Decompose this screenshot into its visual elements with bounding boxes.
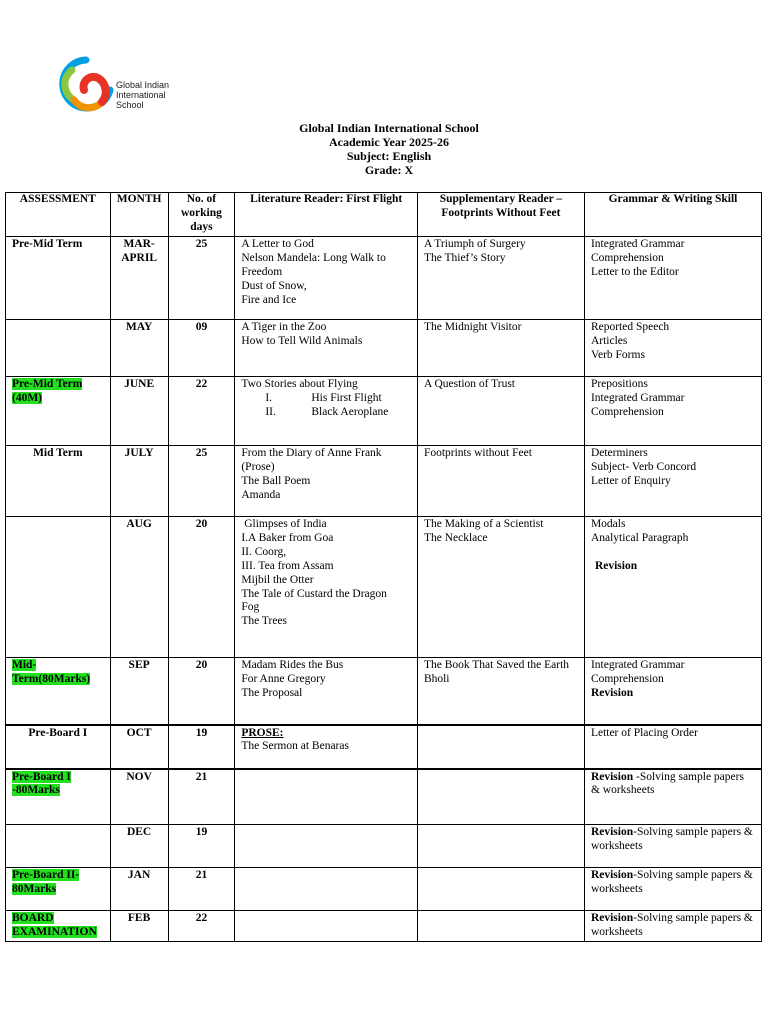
list-item: The Ball Poem bbox=[241, 474, 311, 487]
literature-cell bbox=[235, 517, 418, 658]
list-item: The Sermon at Benaras bbox=[241, 740, 349, 753]
month-cell: JAN bbox=[110, 868, 168, 911]
table-row bbox=[6, 769, 762, 825]
list-item: Subject- Verb Concord bbox=[590, 460, 697, 473]
grammar-cell bbox=[584, 868, 761, 911]
month-cell: OCT bbox=[110, 725, 168, 769]
list-item: Modals bbox=[590, 518, 626, 530]
literature-cell bbox=[235, 377, 418, 446]
list-item: I.A Baker from Goa bbox=[241, 531, 334, 544]
supplementary-cell bbox=[417, 446, 584, 517]
supplementary-cell bbox=[417, 320, 584, 377]
roman-numeral: I. bbox=[265, 391, 273, 404]
list-item: Letter of Enquiry bbox=[590, 474, 671, 487]
list-item: Determiners bbox=[590, 447, 648, 459]
revision-detail: -Solving sample papers & worksheets bbox=[590, 826, 753, 852]
list-item: Footprints without Feet bbox=[423, 447, 532, 459]
grade: Grade: X bbox=[364, 163, 414, 177]
grammar-cell bbox=[584, 769, 761, 825]
col-month: MONTH bbox=[110, 193, 168, 237]
assessment-cell bbox=[6, 769, 111, 825]
assessment-label: Pre-Board I -80Marks bbox=[12, 770, 71, 797]
list-item: Reported Speech bbox=[590, 321, 670, 333]
grammar-cell bbox=[584, 377, 761, 446]
revision-detail: -Solving sample papers & worksheets bbox=[590, 770, 744, 797]
literature-cell bbox=[235, 769, 418, 825]
assessment-label: Pre-Board II-80Marks bbox=[12, 869, 80, 895]
days-cell: 20 bbox=[168, 517, 235, 658]
list-item: A Tiger in the Zoo bbox=[241, 321, 327, 333]
list-item: Integrated Grammar bbox=[590, 659, 685, 671]
school-name: Global Indian International School bbox=[299, 121, 479, 135]
literature-cell bbox=[235, 825, 418, 868]
revision-label: Revision bbox=[590, 826, 634, 838]
syllabus-table bbox=[5, 192, 762, 942]
list-item bbox=[241, 406, 411, 420]
assessment-cell bbox=[6, 377, 111, 446]
days-cell: 19 bbox=[168, 725, 235, 769]
literature-cell bbox=[235, 868, 418, 911]
assessment-cell: Mid Term bbox=[6, 446, 111, 517]
list-item: Dust of Snow, bbox=[241, 279, 307, 292]
table-row bbox=[6, 658, 762, 725]
list-item: A Question of Trust bbox=[423, 378, 515, 390]
grammar-cell bbox=[584, 911, 761, 942]
grammar-cell bbox=[584, 725, 761, 769]
document-header bbox=[0, 121, 768, 177]
list-item: For Anne Gregory bbox=[241, 672, 326, 685]
list-item: The Tale of Custard the Dragon bbox=[241, 587, 387, 600]
list-item: How to Tell Wild Animals bbox=[241, 334, 363, 347]
subject: Subject: English bbox=[346, 149, 432, 163]
list-item-text: Black Aeroplane bbox=[311, 405, 389, 418]
table-row bbox=[6, 725, 762, 769]
days-cell: 22 bbox=[168, 377, 235, 446]
list-item: Prepositions bbox=[590, 378, 648, 390]
revision-label: Revision bbox=[590, 686, 634, 699]
days-cell: 20 bbox=[168, 658, 235, 725]
table-row bbox=[6, 377, 762, 446]
logo-text-line-1: Global Indian bbox=[116, 80, 170, 90]
assessment-label: Pre-Mid Term bbox=[12, 238, 83, 250]
list-item: A Letter to God bbox=[241, 238, 314, 250]
list-item: A Triumph of Surgery bbox=[423, 238, 526, 250]
revision-label: Revision bbox=[590, 912, 634, 924]
assessment-cell: Pre-Board I bbox=[6, 725, 111, 769]
logo-text-line-2: International bbox=[116, 90, 166, 100]
month-cell: NOV bbox=[110, 769, 168, 825]
month-cell: JUNE bbox=[110, 377, 168, 446]
list-item: Articles bbox=[590, 334, 628, 347]
list-item: Mijbil the Otter bbox=[241, 573, 314, 586]
grammar-cell bbox=[584, 237, 761, 320]
col-assessment: ASSESSMENT bbox=[6, 193, 111, 237]
school-logo bbox=[58, 56, 178, 112]
list-item: II. Coorg, bbox=[241, 545, 287, 558]
assessment-label: Mid-Term(80Marks) bbox=[12, 659, 91, 685]
month-cell: AUG bbox=[110, 517, 168, 658]
grammar-cell bbox=[584, 658, 761, 725]
assessment-label: BOARD EXAMINATION bbox=[12, 912, 97, 938]
list-item: The Book That Saved the Earth bbox=[423, 659, 570, 671]
table-row bbox=[6, 911, 762, 942]
prose-heading: PROSE: bbox=[241, 726, 284, 739]
supplementary-cell bbox=[417, 868, 584, 911]
list-item: Comprehension bbox=[590, 672, 664, 685]
revision-detail: -Solving sample papers & worksheets bbox=[590, 869, 753, 895]
col-literature: Literature Reader: First Flight bbox=[235, 193, 418, 237]
days-cell: 09 bbox=[168, 320, 235, 377]
list-item: Analytical Paragraph bbox=[590, 531, 689, 544]
assessment-cell bbox=[6, 320, 111, 377]
supplementary-cell bbox=[417, 377, 584, 446]
literature-cell bbox=[235, 237, 418, 320]
list-item: III. Tea from Assam bbox=[241, 559, 334, 572]
list-item: Two Stories about Flying bbox=[241, 378, 358, 390]
revision-label: Revision bbox=[590, 770, 634, 783]
month-cell: MAR-APRIL bbox=[110, 237, 168, 320]
assessment-cell bbox=[6, 517, 111, 658]
month-cell: FEB bbox=[110, 911, 168, 942]
grammar-cell bbox=[584, 517, 761, 658]
assessment-cell bbox=[6, 825, 111, 868]
assessment-label: Pre-Mid Term (40M) bbox=[12, 378, 83, 404]
days-cell: 21 bbox=[168, 868, 235, 911]
grammar-cell bbox=[584, 320, 761, 377]
literature-cell bbox=[235, 446, 418, 517]
list-item: The Thief’s Story bbox=[423, 251, 506, 264]
list-item: Fog bbox=[241, 601, 260, 614]
list-item: The Necklace bbox=[423, 531, 488, 544]
assessment-cell bbox=[6, 911, 111, 942]
supplementary-cell bbox=[417, 825, 584, 868]
assessment-cell bbox=[6, 868, 111, 911]
col-working-days: No. of working days bbox=[168, 193, 235, 237]
days-cell: 25 bbox=[168, 237, 235, 320]
list-item: Fire and Ice bbox=[241, 293, 297, 306]
list-item: The Trees bbox=[241, 615, 288, 628]
literature-cell bbox=[235, 725, 418, 769]
logo-text-line-3: School bbox=[116, 100, 144, 110]
list-item bbox=[241, 392, 411, 406]
list-item: Comprehension bbox=[590, 251, 664, 264]
revision-label: Revision bbox=[594, 559, 638, 572]
list-item: Bholi bbox=[423, 672, 450, 685]
supplementary-cell bbox=[417, 725, 584, 769]
month-cell: SEP bbox=[110, 658, 168, 725]
table-row bbox=[6, 517, 762, 658]
literature-cell bbox=[235, 320, 418, 377]
list-item: Verb Forms bbox=[590, 348, 645, 361]
revision-label: Revision bbox=[590, 869, 634, 881]
list-item: Madam Rides the Bus bbox=[241, 659, 344, 671]
list-item: Integrated Grammar bbox=[590, 238, 685, 250]
days-cell: 19 bbox=[168, 825, 235, 868]
grammar-cell bbox=[584, 446, 761, 517]
month-cell: JULY bbox=[110, 446, 168, 517]
month-cell: MAY bbox=[110, 320, 168, 377]
list-item: Nelson Mandela: Long Walk to Freedom bbox=[241, 251, 386, 278]
supplementary-cell bbox=[417, 237, 584, 320]
list-item: The Making of a Scientist bbox=[423, 518, 544, 530]
table-row bbox=[6, 825, 762, 868]
table-row bbox=[6, 237, 762, 320]
supplementary-cell bbox=[417, 517, 584, 658]
blank-line bbox=[591, 546, 755, 560]
roman-numeral: II. bbox=[265, 405, 276, 418]
list-item: Letter to the Editor bbox=[590, 265, 679, 278]
days-cell: 25 bbox=[168, 446, 235, 517]
days-cell: 22 bbox=[168, 911, 235, 942]
table-row bbox=[6, 446, 762, 517]
list-item: Glimpses of India bbox=[241, 518, 327, 530]
supplementary-cell bbox=[417, 911, 584, 942]
list-item: From the Diary of Anne Frank (Prose) bbox=[241, 447, 382, 473]
month-cell: DEC bbox=[110, 825, 168, 868]
list-item: Comprehension bbox=[590, 405, 664, 418]
col-grammar: Grammar & Writing Skill bbox=[584, 193, 761, 237]
literature-cell bbox=[235, 658, 418, 725]
list-item: Amanda bbox=[241, 488, 281, 501]
list-item: Letter of Placing Order bbox=[590, 726, 698, 739]
list-item: The Midnight Visitor bbox=[423, 321, 522, 333]
academic-year: Academic Year 2025-26 bbox=[329, 135, 449, 149]
revision-detail: -Solving sample papers & worksheets bbox=[590, 912, 753, 938]
supplementary-cell bbox=[417, 658, 584, 725]
assessment-cell bbox=[6, 237, 111, 320]
list-item-text: His First Flight bbox=[311, 391, 382, 404]
grammar-cell bbox=[584, 825, 761, 868]
col-supplementary: Supplementary Reader – Footprints Without Feet bbox=[417, 193, 584, 237]
table-row bbox=[6, 320, 762, 377]
days-cell: 21 bbox=[168, 769, 235, 825]
logo-text bbox=[116, 80, 169, 110]
supplementary-cell bbox=[417, 769, 584, 825]
assessment-cell bbox=[6, 658, 111, 725]
table-row bbox=[6, 868, 762, 911]
list-item: The Proposal bbox=[241, 686, 303, 699]
table-header-row bbox=[6, 193, 762, 237]
list-item: Integrated Grammar bbox=[590, 391, 685, 404]
literature-cell bbox=[235, 911, 418, 942]
